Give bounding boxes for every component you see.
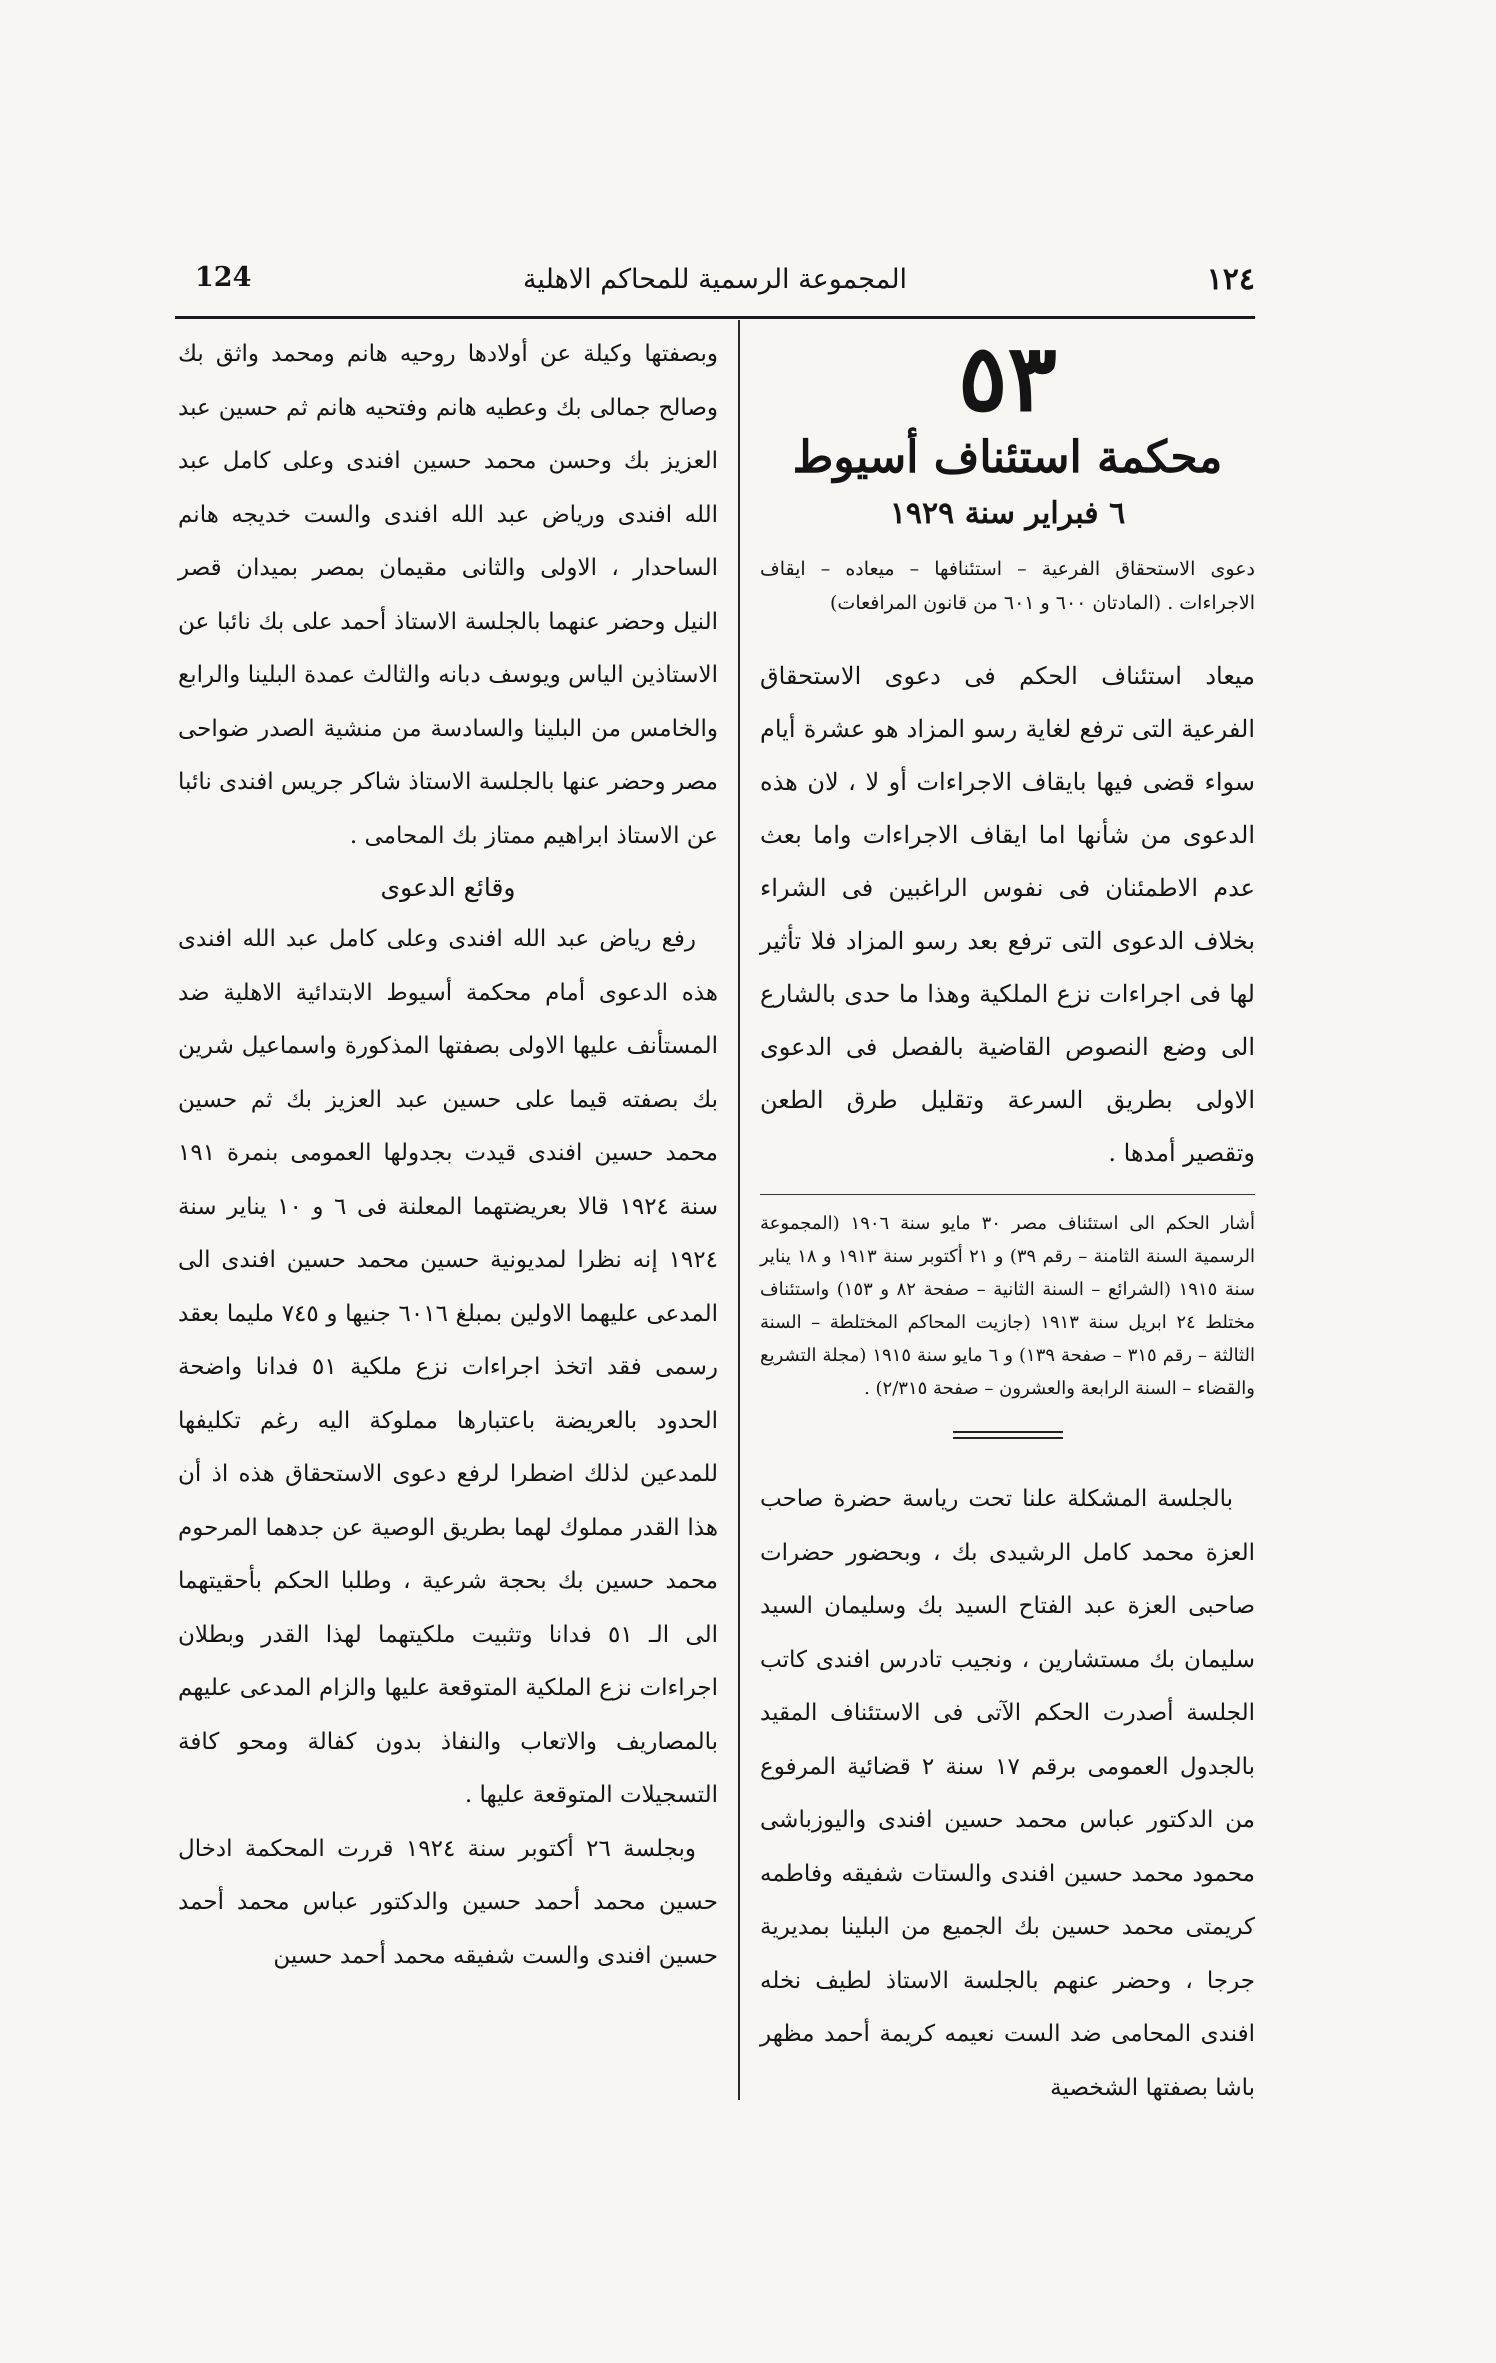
page-header <box>175 262 1255 302</box>
page-number-latin: 124 <box>195 262 252 293</box>
header-rule <box>175 316 1255 319</box>
summary-separator <box>760 1194 1255 1195</box>
case-summary: ميعاد استئناف الحكم فى دعوى الاستحقاق الفرعية التى ترفع لغاية رسو المزاد هو عشرة أيام سواء قضى فيها بايقاف الاجراءات أو لا ، لان هذه الدعوى من شأنها اما ايقاف الاجراءات واما بعث عدم الاطمئنان فى نفوس الراغبين فى الشراء بخلاف الدعوى التى ترفع بعد رسو المزاد فلا تأثير لها فى اجراءات نزع الملكية وهذا ما حدى بالشارع الى وضع النصوص القاضية بالفصل فى الدعوى الاولى بطريق السرعة وتقليل طرق الطعن وتقصير أمدها . <box>760 662 1255 1167</box>
case-number: ٥٣ <box>958 324 1057 432</box>
page-number-arabic: ١٢٤ <box>1206 262 1255 297</box>
facts-paragraph-1: رفع رياض عبد الله افندى وعلى كامل عبد الله افندى هذه الدعوى أمام محكمة أسيوط الابتدائية الاهلية ضد المستأنف عليها الاولى بصفتها المذكورة واسماعيل شرين بك بصفته قيما على حسين عبد العزيز بك ثم حسين محمد حسين افندى قيدت بجدولها العمومى بنمرة ١٩١ سنة ١٩٢٤ قالا بعريضتهما المعلنة فى ٦ و ١٠ يناير سنة ١٩٢٤ إنه نظرا لمديونية حسين محمد حسين افندى الى المدعى عليهما الاولين بمبلغ ٦٠١٦ جنيها و ٧٤٥ مليما بعقد رسمى فقد اتخذ اجراءات نزع ملكية ٥١ فدانا واضحة الحدود بالعريضة باعتبارها مملوكة اليه رغم تكليفها للمدعين لذلك اضطرا لرفع دعوى الاستحقاق هذه اذ أن هذا القدر مملوك لهما بطريق الوصية عن جدهما المرحوم محمد حسين بك بحجة شرعية ، وطلبا الحكم بأحقيتهما الى الـ ٥١ فدانا وتثبيت ملكيتهما لهذا القدر وبطلان اجراءات نزع الملكية المتوقعة عليها والزام المدعى عليهم بالمصاريف والاتعاب والنفاذ بدون كفالة ومحو كافة التسجيلات المتوقعة عليها . <box>178 926 718 1808</box>
facts-paragraph-2: وبجلسة ٢٦ أكتوبر سنة ١٩٢٤ قررت المحكمة ادخال حسين محمد أحمد حسين والدكتور عباس محمد أحمد حسين افندى والست شفيقه محمد أحمد حسين <box>178 1835 718 1969</box>
case-keywords: دعوى الاستحقاق الفرعية – استئنافها – ميعاده – ايقاف الاجراءات . (المادتان ٦٠٠ و ٦٠١ من قانون المرافعات) <box>760 558 1255 614</box>
running-title: المجموعة الرسمية للمحاكم الاهلية <box>522 264 908 295</box>
right-column <box>760 324 1256 2115</box>
column-divider <box>738 320 740 2100</box>
judgment-opening: بالجلسة المشكلة علنا تحت رياسة حضرة صاحب العزة محمد كامل الرشيدى بك ، وبحضور حضرات صاحبى العزة عبد الفتاح السيد بك وسليمان السيد سليمان بك مستشارين ، ونجيب تادرس افندى كاتب الجلسة أصدرت الحكم الآتى فى الاستئناف المقيد بالجدول العمومى برقم ١٧ سنة ٢ قضائية المرفوع من الدكتور عباس محمد حسين افندى واليوزباشى محمود محمد حسين افندى والستات شفيقه وفاطمه كريمتى محمد حسين بك الجميع من البلينا بمديرية جرجا ، وحضر عنهم بالجلسة الاستاذ لطيف نخله افندى المحامى ضد الست نعيمه كريمة أحمد مظهر باشا بصفتها الشخصية <box>760 1486 1256 2101</box>
left-column <box>178 328 718 1983</box>
court-name: محكمة استئناف أسيوط <box>792 432 1223 483</box>
section-double-rule <box>953 1431 1063 1439</box>
case-date: ٦ فبراير سنة ١٩٢٩ <box>889 496 1126 531</box>
parties-continuation: وبصفتها وكيلة عن أولادها روحيه هانم ومحمد واثق بك وصالح جمالى بك وعطيه هانم وفتحيه هانم ثم حسين عبد العزيز بك وحسن محمد حسين افندى وعلى كامل عبد الله افندى ورياض عبد الله افندى والست خديجه هانم الساحدار ، الاولى والثانى مقيمان بمصر بميدان قصر النيل وحضر عنهما بالجلسة الاستاذ أحمد على بك نائبا عن الاستاذين الياس ويوسف دبانه والثالث عمدة البلينا والرابع والخامس من البلينا والسادسة من منشية الصدر ضواحى مصر وحضر عنها بالجلسة الاستاذ شاكر جريس افندى نائبا عن الاستاذ ابراهيم ممتاز بك المحامى . <box>178 341 718 849</box>
facts-heading: وقائع الدعوى <box>380 873 516 902</box>
case-references: أشار الحكم الى استئناف مصر ٣٠ مايو سنة ١٩٠٦ (المجموعة الرسمية السنة الثامنة – رقم ٣٩) و ٢١ أكتوبر سنة ١٩١٣ و ١٨ يناير سنة ١٩١٥ (الشرائع – السنة الثانية – صفحة ٨٢ و ١٥٣) واستئناف مختلط ٢٤ ابريل سنة ١٩١٣ (جازيت المحاكم المختلطة – السنة الثالثة – رقم ٣١٥ – صفحة ١٣٩) و ٦ مايو سنة ١٩١٥ (مجلة التشريع والقضاء – السنة الرابعة والعشرون – صفحة ٢/٣١٥) . <box>760 1213 1255 1399</box>
